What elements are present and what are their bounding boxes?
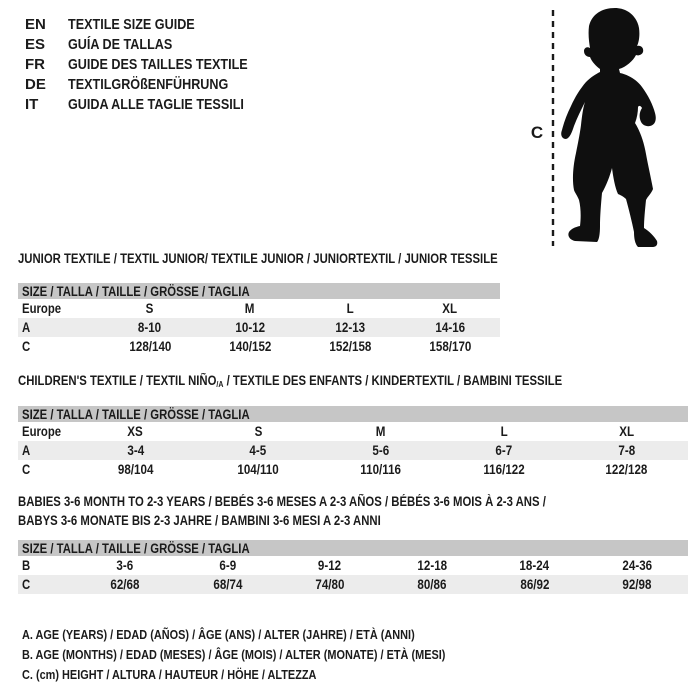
table-cell — [74, 558, 176, 573]
table-cell-text: 62/68 — [110, 577, 140, 592]
table-cell-text: 5-6 — [372, 443, 390, 458]
table-cell-text: S — [146, 301, 154, 316]
table-cell-text: 68/74 — [212, 577, 243, 592]
table-cell-text: 122/128 — [605, 462, 648, 477]
table-cell — [565, 462, 688, 477]
table-cell-text: 92/98 — [622, 577, 652, 592]
table-cell-text: 110/116 — [360, 462, 402, 477]
table-cell — [74, 577, 176, 592]
table-cell — [565, 424, 688, 439]
section-title-wrap — [18, 250, 500, 268]
table-cell-text: 24-36 — [621, 558, 652, 573]
table-header-label: SIZE / TALLA / TAILLE / GRÖSSE / TAGLIA — [22, 406, 250, 422]
table-cell-text: 4-5 — [249, 443, 267, 458]
language-code: EN — [25, 16, 46, 33]
footnote — [22, 665, 526, 685]
babies-size-table — [18, 540, 688, 594]
table-cell-text: 12-18 — [417, 558, 448, 573]
table-cell — [100, 320, 200, 335]
language-title-text: TEXTILE SIZE GUIDE — [68, 16, 195, 33]
table-cell — [586, 558, 688, 573]
language-code: FR — [25, 56, 45, 73]
section-title-run: BABIES 3-6 MONTH TO 2-3 YEARS / BEBÉS 3-6 MESES A 2-3 AÑOS / BÉBÉS 3-6 MOIS À 2-3 ANS / — [18, 494, 546, 509]
section-title-run: BABYS 3-6 MONATE BIS 2-3 JAHRE / BAMBINI 3-6 MESI A 2-3 ANNI — [18, 513, 381, 528]
table-row — [18, 299, 500, 318]
table-cell-text: 86/92 — [519, 577, 550, 592]
language-code: DE — [25, 76, 46, 93]
table-cell — [176, 577, 278, 592]
table-row — [18, 575, 688, 594]
section-title-text — [18, 492, 546, 511]
size-figure — [505, 4, 680, 256]
footnote — [22, 645, 526, 665]
language-title-text: TEXTILGRÖßENFÜHRUNG — [68, 76, 229, 93]
table-cell — [381, 577, 483, 592]
table-cell-text: 116/122 — [483, 462, 525, 477]
table-cell — [74, 443, 197, 458]
table-header-band — [18, 540, 688, 556]
section-babies-textile — [18, 492, 688, 594]
table-cell-text: 10-12 — [235, 320, 265, 335]
table-cell-text: M — [245, 301, 255, 316]
size-figure-svg — [505, 4, 680, 256]
language-row — [25, 75, 282, 95]
baby-silhouette-icon — [561, 8, 657, 247]
section-title-wrap — [18, 492, 688, 530]
table-cell — [300, 339, 400, 354]
table-cell — [320, 462, 443, 477]
section-title — [18, 511, 688, 530]
table-cell — [320, 443, 443, 458]
table-cell — [442, 462, 565, 477]
row-label — [18, 443, 74, 458]
junior-size-table — [18, 283, 500, 356]
table-cell-text: XL — [619, 424, 635, 439]
row-label-text: A — [22, 443, 31, 458]
row-label-text: B — [22, 558, 31, 573]
table-cell — [197, 443, 320, 458]
table-row — [18, 337, 500, 356]
table-cell-text: 14-16 — [435, 320, 465, 335]
children-size-table — [18, 406, 688, 479]
section-title — [18, 492, 688, 511]
table-cell-text: 158/170 — [429, 339, 471, 354]
section-title-wrap — [18, 372, 688, 393]
table-cell — [483, 558, 585, 573]
table-cell — [200, 339, 300, 354]
section-title-run: CHILDREN'S TEXTILE / TEXTIL NIÑO — [18, 373, 217, 388]
row-label — [18, 577, 74, 592]
table-cell-text: 98/104 — [117, 462, 154, 477]
table-cell — [200, 320, 300, 335]
table-cell — [400, 301, 500, 316]
table-cell — [400, 320, 500, 335]
language-title — [68, 95, 277, 115]
table-cell-text: L — [346, 301, 354, 316]
language-code: IT — [25, 96, 39, 113]
table-row — [18, 441, 688, 460]
table-cell — [442, 443, 565, 458]
row-label-text: C — [22, 339, 31, 354]
section-title-sub: /A — [216, 379, 224, 389]
section-title-text — [18, 250, 498, 268]
table-cell — [74, 462, 197, 477]
table-header-band — [18, 283, 500, 299]
table-cell-text: 104/110 — [237, 462, 279, 477]
table-cell-text: 8-10 — [138, 320, 162, 335]
row-label — [18, 301, 100, 316]
language-title — [68, 75, 259, 95]
table-cell-text: 18-24 — [519, 558, 550, 573]
table-header-label: SIZE / TALLA / TAILLE / GRÖSSE / TAGLIA — [22, 283, 250, 299]
section-junior-textile — [18, 250, 500, 356]
section-title-run: JUNIOR TEXTILE / TEXTIL JUNIOR/ TEXTILE JUNIOR / JUNIORTEXTIL / JUNIOR TESSILE — [18, 251, 498, 266]
language-title — [68, 15, 219, 35]
table-cell — [200, 301, 300, 316]
table-cell — [197, 462, 320, 477]
table-cell — [400, 339, 500, 354]
table-row — [18, 422, 688, 441]
table-cell-text: 12-13 — [335, 320, 365, 335]
section-childrens-textile — [18, 372, 688, 479]
language-list — [25, 15, 282, 115]
section-title-text — [18, 372, 562, 393]
table-cell — [176, 558, 278, 573]
row-label — [18, 424, 74, 439]
table-cell — [74, 424, 197, 439]
table-cell — [100, 301, 200, 316]
footnote — [22, 625, 526, 645]
row-label-text: C — [22, 462, 31, 477]
table-cell-text: XL — [442, 301, 458, 316]
row-label-text: C — [22, 577, 31, 592]
table-cell — [442, 424, 565, 439]
table-cell — [483, 577, 585, 592]
table-cell-text: 6-7 — [495, 443, 513, 458]
language-title-text: GUIDE DES TAILLES TEXTILE — [68, 56, 248, 73]
table-cell-text: 152/158 — [329, 339, 371, 354]
table-cell-text: L — [500, 424, 508, 439]
language-code: ES — [25, 36, 46, 53]
row-label-text: Europe — [22, 301, 62, 316]
table-cell — [300, 320, 400, 335]
row-label — [18, 320, 100, 335]
footnote-text: C. (cm) HEIGHT / ALTURA / HAUTEUR / HÖHE / ALTEZZA — [22, 667, 317, 682]
table-cell-text: 7-8 — [618, 443, 635, 458]
table-row — [18, 460, 688, 479]
section-title — [18, 372, 688, 393]
table-cell-text: 3-6 — [116, 558, 134, 573]
footnote-text: A. AGE (YEARS) / EDAD (AÑOS) / ÂGE (ANS) / ALTER (JAHRE) / ETÀ (ANNI) — [22, 627, 415, 642]
table-row — [18, 318, 500, 337]
table-cell-text: M — [376, 424, 386, 439]
footnote-text: B. AGE (MONTHS) / EDAD (MESES) / ÂGE (MOIS) / ALTER (MONATE) / ETÀ (MESI) — [22, 647, 446, 662]
table-cell — [279, 558, 381, 573]
table-cell-text: 140/152 — [229, 339, 271, 354]
section-title-run: / TEXTILE DES ENFANTS / KINDERTEXTIL / BAMBINI TESSILE — [223, 373, 563, 388]
section-title-text — [18, 511, 381, 530]
table-cell — [300, 301, 400, 316]
table-cell-text: 128/140 — [129, 339, 171, 354]
table-cell — [100, 339, 200, 354]
language-row — [25, 95, 282, 115]
table-cell — [381, 558, 483, 573]
language-title — [68, 35, 192, 55]
table-cell — [565, 443, 688, 458]
table-cell-text: 6-9 — [219, 558, 236, 573]
row-label — [18, 339, 100, 354]
language-row — [25, 15, 282, 35]
table-cell — [197, 424, 320, 439]
table-cell — [320, 424, 443, 439]
row-label-text: A — [22, 320, 31, 335]
language-row — [25, 35, 282, 55]
row-label — [18, 462, 74, 477]
table-cell-text: XS — [127, 424, 144, 439]
row-label-text: Europe — [22, 424, 62, 439]
table-cell-text: 3-4 — [127, 443, 144, 458]
language-title-text: GUIDA ALLE TAGLIE TESSILI — [68, 96, 244, 113]
footnote-list — [22, 625, 526, 685]
section-title — [18, 250, 500, 268]
table-cell — [279, 577, 381, 592]
table-cell-text: S — [254, 424, 263, 439]
table-cell-text: 80/86 — [417, 577, 447, 592]
table-header-label: SIZE / TALLA / TAILLE / GRÖSSE / TAGLIA — [22, 540, 250, 556]
table-cell-text: 74/80 — [315, 577, 345, 592]
language-row — [25, 55, 282, 75]
table-row — [18, 556, 688, 575]
table-cell-text: 9-12 — [318, 558, 342, 573]
table-header-band — [18, 406, 688, 422]
row-label — [18, 558, 74, 573]
language-title — [68, 55, 282, 75]
height-measure-label: C — [530, 123, 544, 142]
language-title-text: GUÍA DE TALLAS — [68, 36, 173, 53]
table-cell — [586, 577, 688, 592]
